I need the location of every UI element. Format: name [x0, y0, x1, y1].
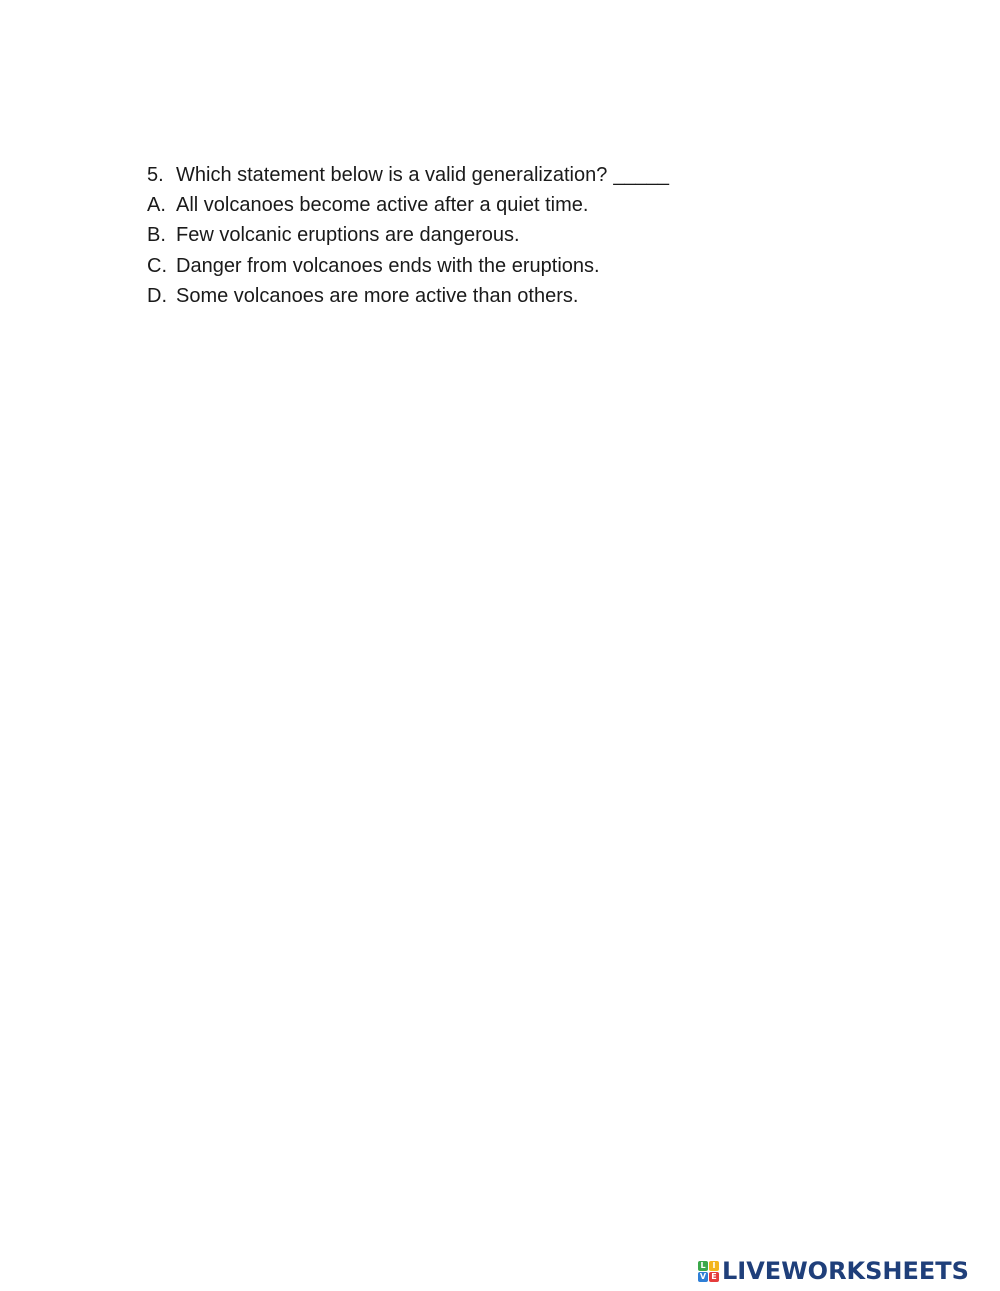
option-b: [147, 220, 867, 250]
question-stem: [147, 160, 867, 190]
answer-blank[interactable]: _____: [613, 164, 669, 186]
option-letter: A.: [147, 194, 166, 217]
logo-wordmark: LIVEWORKSHEETS: [722, 1257, 969, 1285]
question-number: 5.: [147, 164, 164, 186]
option-a: [147, 190, 867, 220]
logo-mark-icon: [698, 1261, 719, 1282]
option-text: All volcanoes become active after a quiet time.: [176, 194, 589, 217]
liveworksheets-logo: [698, 1256, 969, 1286]
option-text: Few volcanic eruptions are dangerous.: [176, 224, 520, 247]
option-letter: B.: [147, 224, 166, 247]
question-5: [147, 160, 867, 311]
logo-cell-l: L: [698, 1261, 708, 1271]
logo-cell-v: V: [699, 1271, 707, 1281]
question-text: Which statement below is a valid generalization?: [176, 164, 608, 186]
option-text: Danger from volcanoes ends with the eruptions.: [176, 254, 600, 277]
option-c: [147, 251, 867, 281]
logo-cell-e: E: [709, 1272, 719, 1282]
option-text: Some volcanoes are more active than others.: [176, 284, 579, 307]
option-letter: D.: [147, 284, 167, 307]
option-letter: C.: [147, 254, 167, 277]
logo-cell-i: I: [709, 1261, 719, 1271]
option-d: [147, 281, 867, 311]
